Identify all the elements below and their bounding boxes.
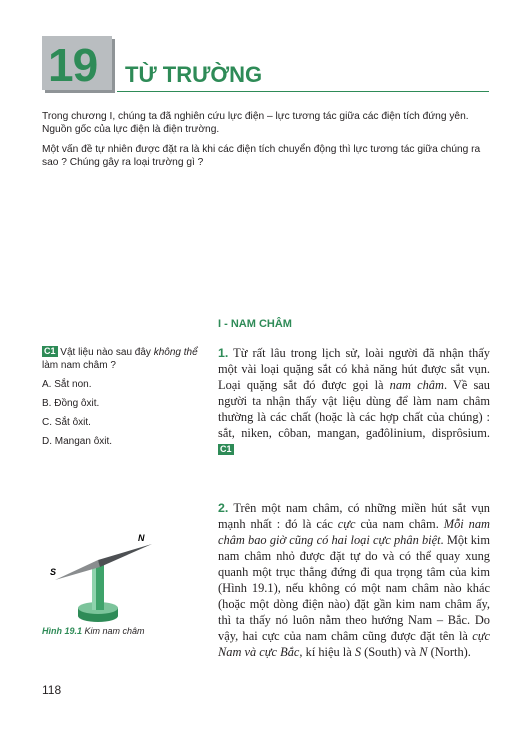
paragraph-2-emphasis-4: S bbox=[354, 645, 362, 659]
north-pole-label: N bbox=[138, 533, 145, 543]
question-text-a: Vật liệu nào sau đây bbox=[60, 347, 151, 358]
paragraph-1-text-a: Từ rất lâu trong lịch sử, loài người đã nhận thấy một vài loại quặng sắt có khả năng hút được sắt vụn. Loại quặng sắt đó được gọi là bbox=[218, 346, 490, 392]
paragraph-1 bbox=[218, 345, 490, 457]
option-a: A. Sắt non. bbox=[42, 379, 92, 390]
paragraph-2-text-5: (South) và bbox=[364, 645, 417, 659]
paragraph-2-text-1: Trên một nam châm, có những miền hút sắt vụn mạnh nhất : đó là các bbox=[218, 501, 490, 531]
paragraph-2-text-6: (North). bbox=[430, 645, 471, 659]
c1-question bbox=[42, 346, 202, 372]
question-badge: C1 bbox=[44, 346, 56, 356]
paragraph-2-emphasis-5: N bbox=[419, 645, 428, 659]
paragraph-1-number: 1. bbox=[218, 346, 229, 360]
option-b: B. Đồng ôxit. bbox=[42, 398, 100, 409]
figure-caption-text: Kim nam châm bbox=[84, 626, 145, 636]
intro-paragraph-2: Một vấn đề tự nhiên được đặt ra là khi các điện tích chuyển động thì lực tương tác giữa chúng ra sao ? Chúng gây ra loại trường gì ? bbox=[42, 144, 481, 168]
paragraph-1-text-b: . Về sau người ta nhận thấy vật liệu dùng để làm nam châm thường là các chất (hoặc là các hợp chất của chúng) : sắt, niken, côban, mangan, gađôlinium, disprôsium. bbox=[218, 378, 490, 440]
figure-caption-number: Hình 19.1 bbox=[42, 626, 83, 636]
section-heading: I - NAM CHÂM bbox=[218, 318, 292, 330]
needle-north-half bbox=[98, 544, 152, 567]
paragraph-2-text-2: của nam châm. bbox=[360, 517, 439, 531]
paragraph-2-number: 2. bbox=[218, 501, 229, 515]
chapter-number: 19 bbox=[48, 39, 98, 91]
paragraph-2 bbox=[218, 500, 490, 660]
paragraph-2-text-3: . Một kim nam châm nhỏ được đặt tự do và có thể quay xung quanh một trục thẳng đứng đi qua trọng tâm của kim (Hình 19.1), nếu không có một nam châm nào khác (hoặc một dòng điện nào) đặt gần kim nam châm ấy, thì ta thấy nó luôn nằm theo hướng Nam – Bắc. Do vậy, hai cực của nam châm cũng được đặt tên là bbox=[218, 533, 490, 643]
south-pole-label: S bbox=[50, 567, 57, 577]
figure-caption bbox=[42, 626, 145, 636]
option-c: C. Sắt ôxit. bbox=[42, 417, 91, 428]
paragraph-2-emphasis-3: cực Nam và cực Bắc bbox=[218, 629, 490, 659]
chapter-title: TỪ TRƯỜNG bbox=[125, 62, 263, 87]
option-d: D. Mangan ôxit. bbox=[42, 436, 113, 447]
paragraph-2-emphasis-1: cực bbox=[337, 517, 356, 531]
paragraph-2-text-4: , kí hiệu là bbox=[299, 645, 352, 659]
figure-pivot-highlight bbox=[92, 564, 96, 610]
paragraph-2-emphasis-2: Mỗi nam châm bao giờ cũng có hai loại cực phân biệt bbox=[218, 517, 490, 547]
paragraph-1-emphasis: nam châm bbox=[389, 378, 444, 392]
title-divider bbox=[117, 91, 489, 92]
compass-needle-figure bbox=[40, 530, 210, 625]
intro-paragraph-1: Trong chương I, chúng ta đã nghiên cứu lực điện – lực tương tác giữa các điện tích đứng yên. Nguồn gốc của lực điện là điện trường. bbox=[42, 111, 469, 135]
page-number: 118 bbox=[42, 683, 62, 697]
question-emphasis: không thể bbox=[153, 347, 198, 358]
question-text-b: làm nam châm ? bbox=[42, 360, 116, 371]
c1-badge: C1 bbox=[220, 444, 232, 454]
